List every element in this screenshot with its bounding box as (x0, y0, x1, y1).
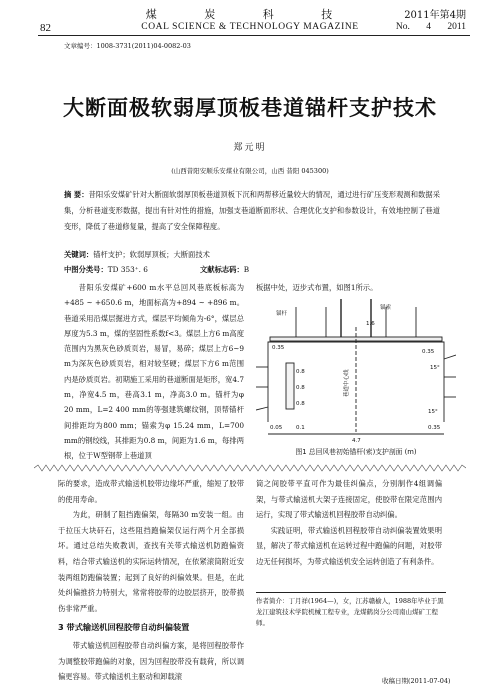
page-number: 82 (40, 22, 51, 34)
dim-5: 0.8 (296, 401, 305, 407)
abstract-text: 昔阳乐安煤矿针对大断面软弱厚顶板巷道顶板下沉和两帮移近量较大的情况，通过进行矿压变形观测和数据采集，分析巷道变形数据，提出有针对性的措施，加强支巷道断面形状、合理优化支护和参数设计，有效地控制了巷道变形，降低了巷道修复量，提高了安全保障程度。 (64, 190, 441, 231)
abstract (64, 187, 440, 235)
issue-cn: 2011年第4期 (404, 10, 466, 21)
keywords-label: 关键词： (64, 250, 94, 259)
doc-code-text: B (243, 265, 250, 274)
keywords (64, 250, 210, 260)
column-left (58, 476, 244, 685)
article-number: 文章编号：1008-3731(2011)04-0082-03 (64, 42, 191, 50)
issue-en: No. 4 2011 (395, 22, 466, 32)
label-centerline: 巷道中心线 (344, 369, 350, 397)
dim-7: 15° (430, 365, 440, 371)
journal-name-en: COAL SCIENCE & TECHNOLOGY MAGAZINE (141, 22, 359, 32)
affiliation: (山西昔阳安顺乐安煤业有限公司，山西 昔阳 045300) (171, 167, 329, 175)
dim-9: 0.05 (270, 425, 283, 431)
label-bolt: 锚杆 (276, 311, 288, 317)
document-code (200, 265, 249, 275)
dim-3: 0.8 (296, 369, 305, 375)
classification-label: 中图分类号： (64, 265, 108, 274)
article-title: 大断面极软弱厚顶板巷道锚杆支护技术 (63, 96, 437, 120)
footnote-rule (256, 592, 446, 593)
abstract-label: 摘 要： (64, 190, 89, 199)
journal-name-cn: 煤 炭 科 技 (145, 8, 355, 21)
keywords-text: 锚杆支护；软弱厚顶板；大断面技术 (93, 250, 210, 259)
paragraph-5: 实践证明，带式输送机回程胶带自动纠偏装置效果明显，解决了带式输送机在运转过程中跑偏的问题，对胶带边无任何损坏，为带式输送机安全运转创造了有利条件。 (256, 525, 442, 566)
paragraph-4: 筒之间胶带平直可作为最佳纠偏点，分别制作4组调偏架，与带式输送机大架子连接固定，使胶带在限定范围内运行，实现了带式输送机回程胶带自动纠偏。 (256, 479, 442, 520)
author: 郑元明 (233, 143, 267, 153)
dim-8: 15° (428, 409, 438, 415)
right-wall-bolt-1 (444, 355, 456, 359)
section-break-rule (34, 464, 466, 472)
doc-code-label: 文献标志码： (200, 265, 244, 274)
dim-11: 4.7 (352, 438, 361, 444)
column-right (256, 476, 442, 570)
author-footnote: 作者简介：丁月祥(1964—)，女，江苏赣榆人，1988年毕业于黑龙江建筑技术学院机械工程专业，龙煤鹤岗分公司南山煤矿工程师。 (256, 597, 444, 627)
label-cable: 锚索 (380, 305, 392, 311)
dim-10: 0.1 (296, 425, 305, 431)
section-heading-3: 3 带式输送机回程胶带自动纠偏装置 (58, 622, 190, 633)
left-wall-strap (286, 363, 294, 409)
body-text-left: 昔阳乐安煤矿+600 m水平总回风巷底板标高为+485 ~ +650.6 m，地面标高为+894 ~ +896 m。巷道采用沿煤层掘进方式，煤层平均倾角为-6°，煤层总厚度为5.3 m，煤的坚固性系数f<3。煤层上方6 m高度范围内为黑灰色砂质页岩，易冒，易碎；煤层上方6~9 m为深灰色砂质页岩，相对较坚硬；煤层下方6 m范围内是砂质页岩。初期施工采用的巷道断面是矩形，宽4.7 m，净宽4.5 m，巷高3.1 m，净高3.0 m。锚杆为φ 20 mm，L=2 400 mm的等强建筑螺纹钢，顶帮锚杆间排距均为800 mm；锚索为φ 15.24 mm，L=700 mm的钢绞线，其排距为0.8 m，间距为1.6 m，每排两根，位于W型钢带上巷道顶 (64, 283, 244, 461)
body-text-right: 板据中处，迈步式布置，如图1所示。 (256, 283, 378, 292)
dim-6: 0.35 (422, 349, 435, 355)
paragraph-1: 际的要求，造成带式输送机胶带边缘坏严重，缩短了胶带的使用寿命。 (58, 479, 244, 504)
dim-1: 1.6 (366, 321, 375, 327)
classification-text: TD 353⁺. 6 (107, 265, 148, 274)
classification (64, 265, 148, 275)
left-wall-bolt-3 (256, 407, 268, 411)
header-rule (38, 35, 470, 36)
dim-2: 0.35 (272, 345, 285, 351)
paragraph-3: 带式输送机回程胶带自动纠偏方案，是将回程胶带作为调整胶带跑偏的对象，因为回程胶带没有载荷，所以调偏更容易。带式输送机主驱动和卸载滚 (58, 640, 244, 682)
dim-12: 0.35 (428, 425, 441, 431)
figure-1-diagram (256, 297, 456, 445)
paragraph-2: 为此，研制了阻挡跑偏架，每隔30 m安装一组。由于拉压大块矸石，这些阻挡跑偏架仅运行两个月全部损坏。通过总结失败教训，查找有关带式输送机防跑偏资料，结合带式输送机的实际运转情况，在依紧滚筒附近安装两组防跑偏装置；起到了良好的纠偏效果。但是，在此处纠偏推挤力特别大，常常将胶带的边胶层挤开，胶带损伤非常严重。 (58, 510, 244, 613)
dim-4: 0.8 (296, 385, 305, 391)
figure-caption: 图1 总回风巷初始锚杆(索)支护剖面 (m) (295, 448, 417, 456)
received-date: 收稿日期(2011-07-04) (382, 677, 451, 685)
